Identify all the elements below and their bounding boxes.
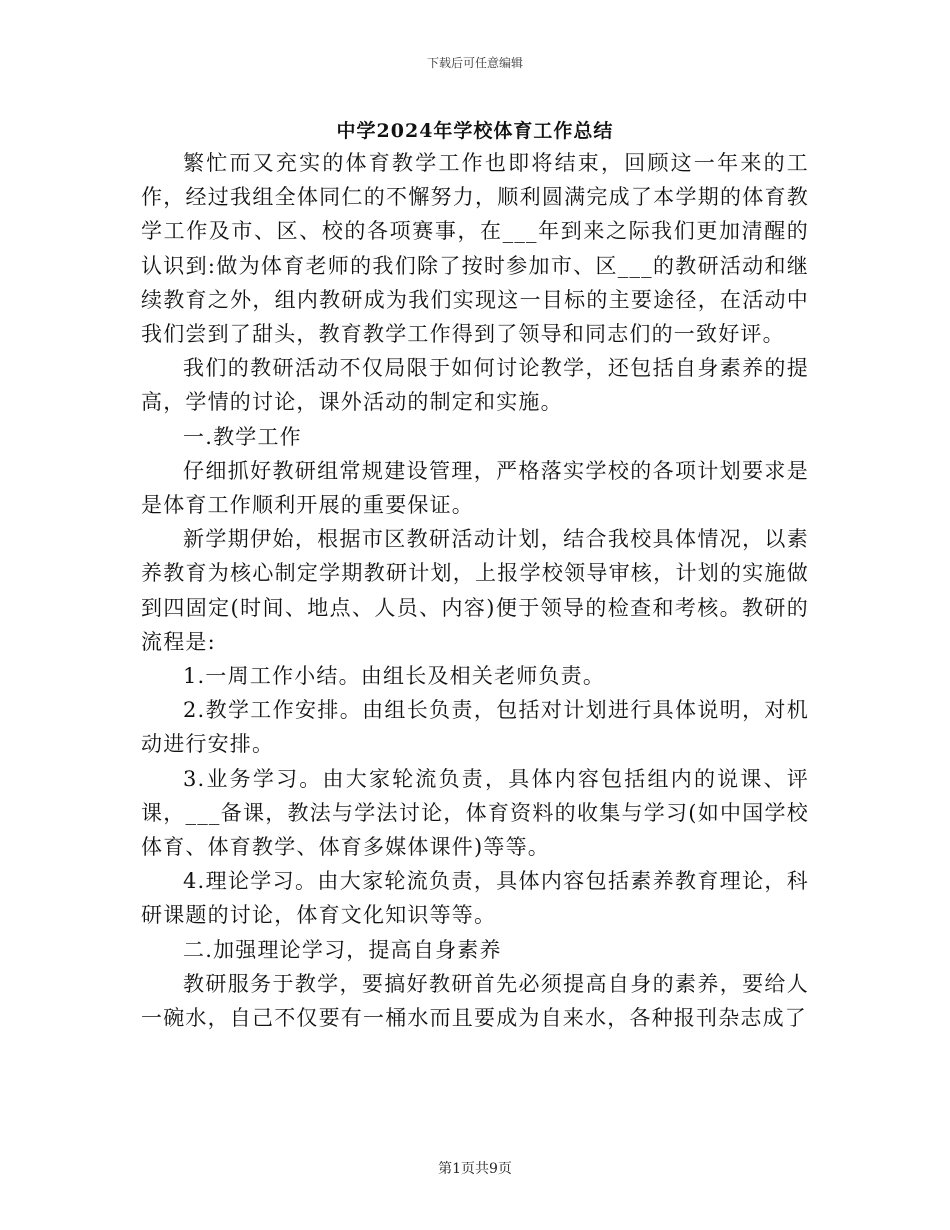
document-body <box>141 146 809 1035</box>
section-heading: 二.加强理论学习，提高自身素养 <box>183 937 502 962</box>
list-item: 3.业务学习。由大家轮流负责，具体内容包括组内的说课、评课，___备课，教法与学法讨论，体育资料的收集与学习(如中国学校体育、体育教学、体育多媒体课件)等等。 <box>141 766 809 860</box>
list-item: 1.一周工作小结。由组长及相关老师负责。 <box>183 664 606 689</box>
paragraph: 新学期伊始，根据市区教研活动计划，结合我校具体情况，以素养教育为核心制定学期教研计划，上报学校领导审核，计划的实施做到四固定(时间、地点、人员、内容)便于领导的检查和考核。教研的流程是: <box>141 527 809 654</box>
document-title: 中学2024年学校体育工作总结 <box>336 120 614 142</box>
paragraph: 我们的教研活动不仅局限于如何讨论教学，还包括自身素养的提高，学情的讨论，课外活动的制定和实施。 <box>141 356 809 415</box>
list-item: 2.教学工作安排。由组长负责，包括对计划进行具体说明，对机动进行安排。 <box>141 698 809 757</box>
paragraph: 繁忙而又充实的体育教学工作也即将结束，回顾这一年来的工作，经过我组全体同仁的不懈努力，顺利圆满完成了本学期的体育教学工作及市、区、校的各项赛事，在___年到来之际我们更加清醒的认识到:做为体育老师的我们除了按时参加市、区___的教研活动和继续教育之外，组内教研成为我们实现这一目标的主要途径，在活动中我们尝到了甜头，教育教学工作得到了领导和同志们的一致好评。 <box>141 151 809 347</box>
paragraph: 教研服务于教学，要搞好教研首先必须提高自身的素养，要给人一碗水，自己不仅要有一桶水而且要成为自来水，各种报刊杂志成了 <box>141 971 809 1031</box>
section-heading: 一.教学工作 <box>183 424 302 449</box>
list-item: 4.理论学习。由大家轮流负责，具体内容包括素养教育理论，科研课题的讨论，体育文化知识等等。 <box>141 869 809 928</box>
paragraph: 仔细抓好教研组常规建设管理，严格落实学校的各项计划要求是是体育工作顺利开展的重要保证。 <box>141 458 809 518</box>
header-note: 下载后可任意编辑 <box>426 56 523 70</box>
page-number: 第1页共9页 <box>438 1161 512 1177</box>
